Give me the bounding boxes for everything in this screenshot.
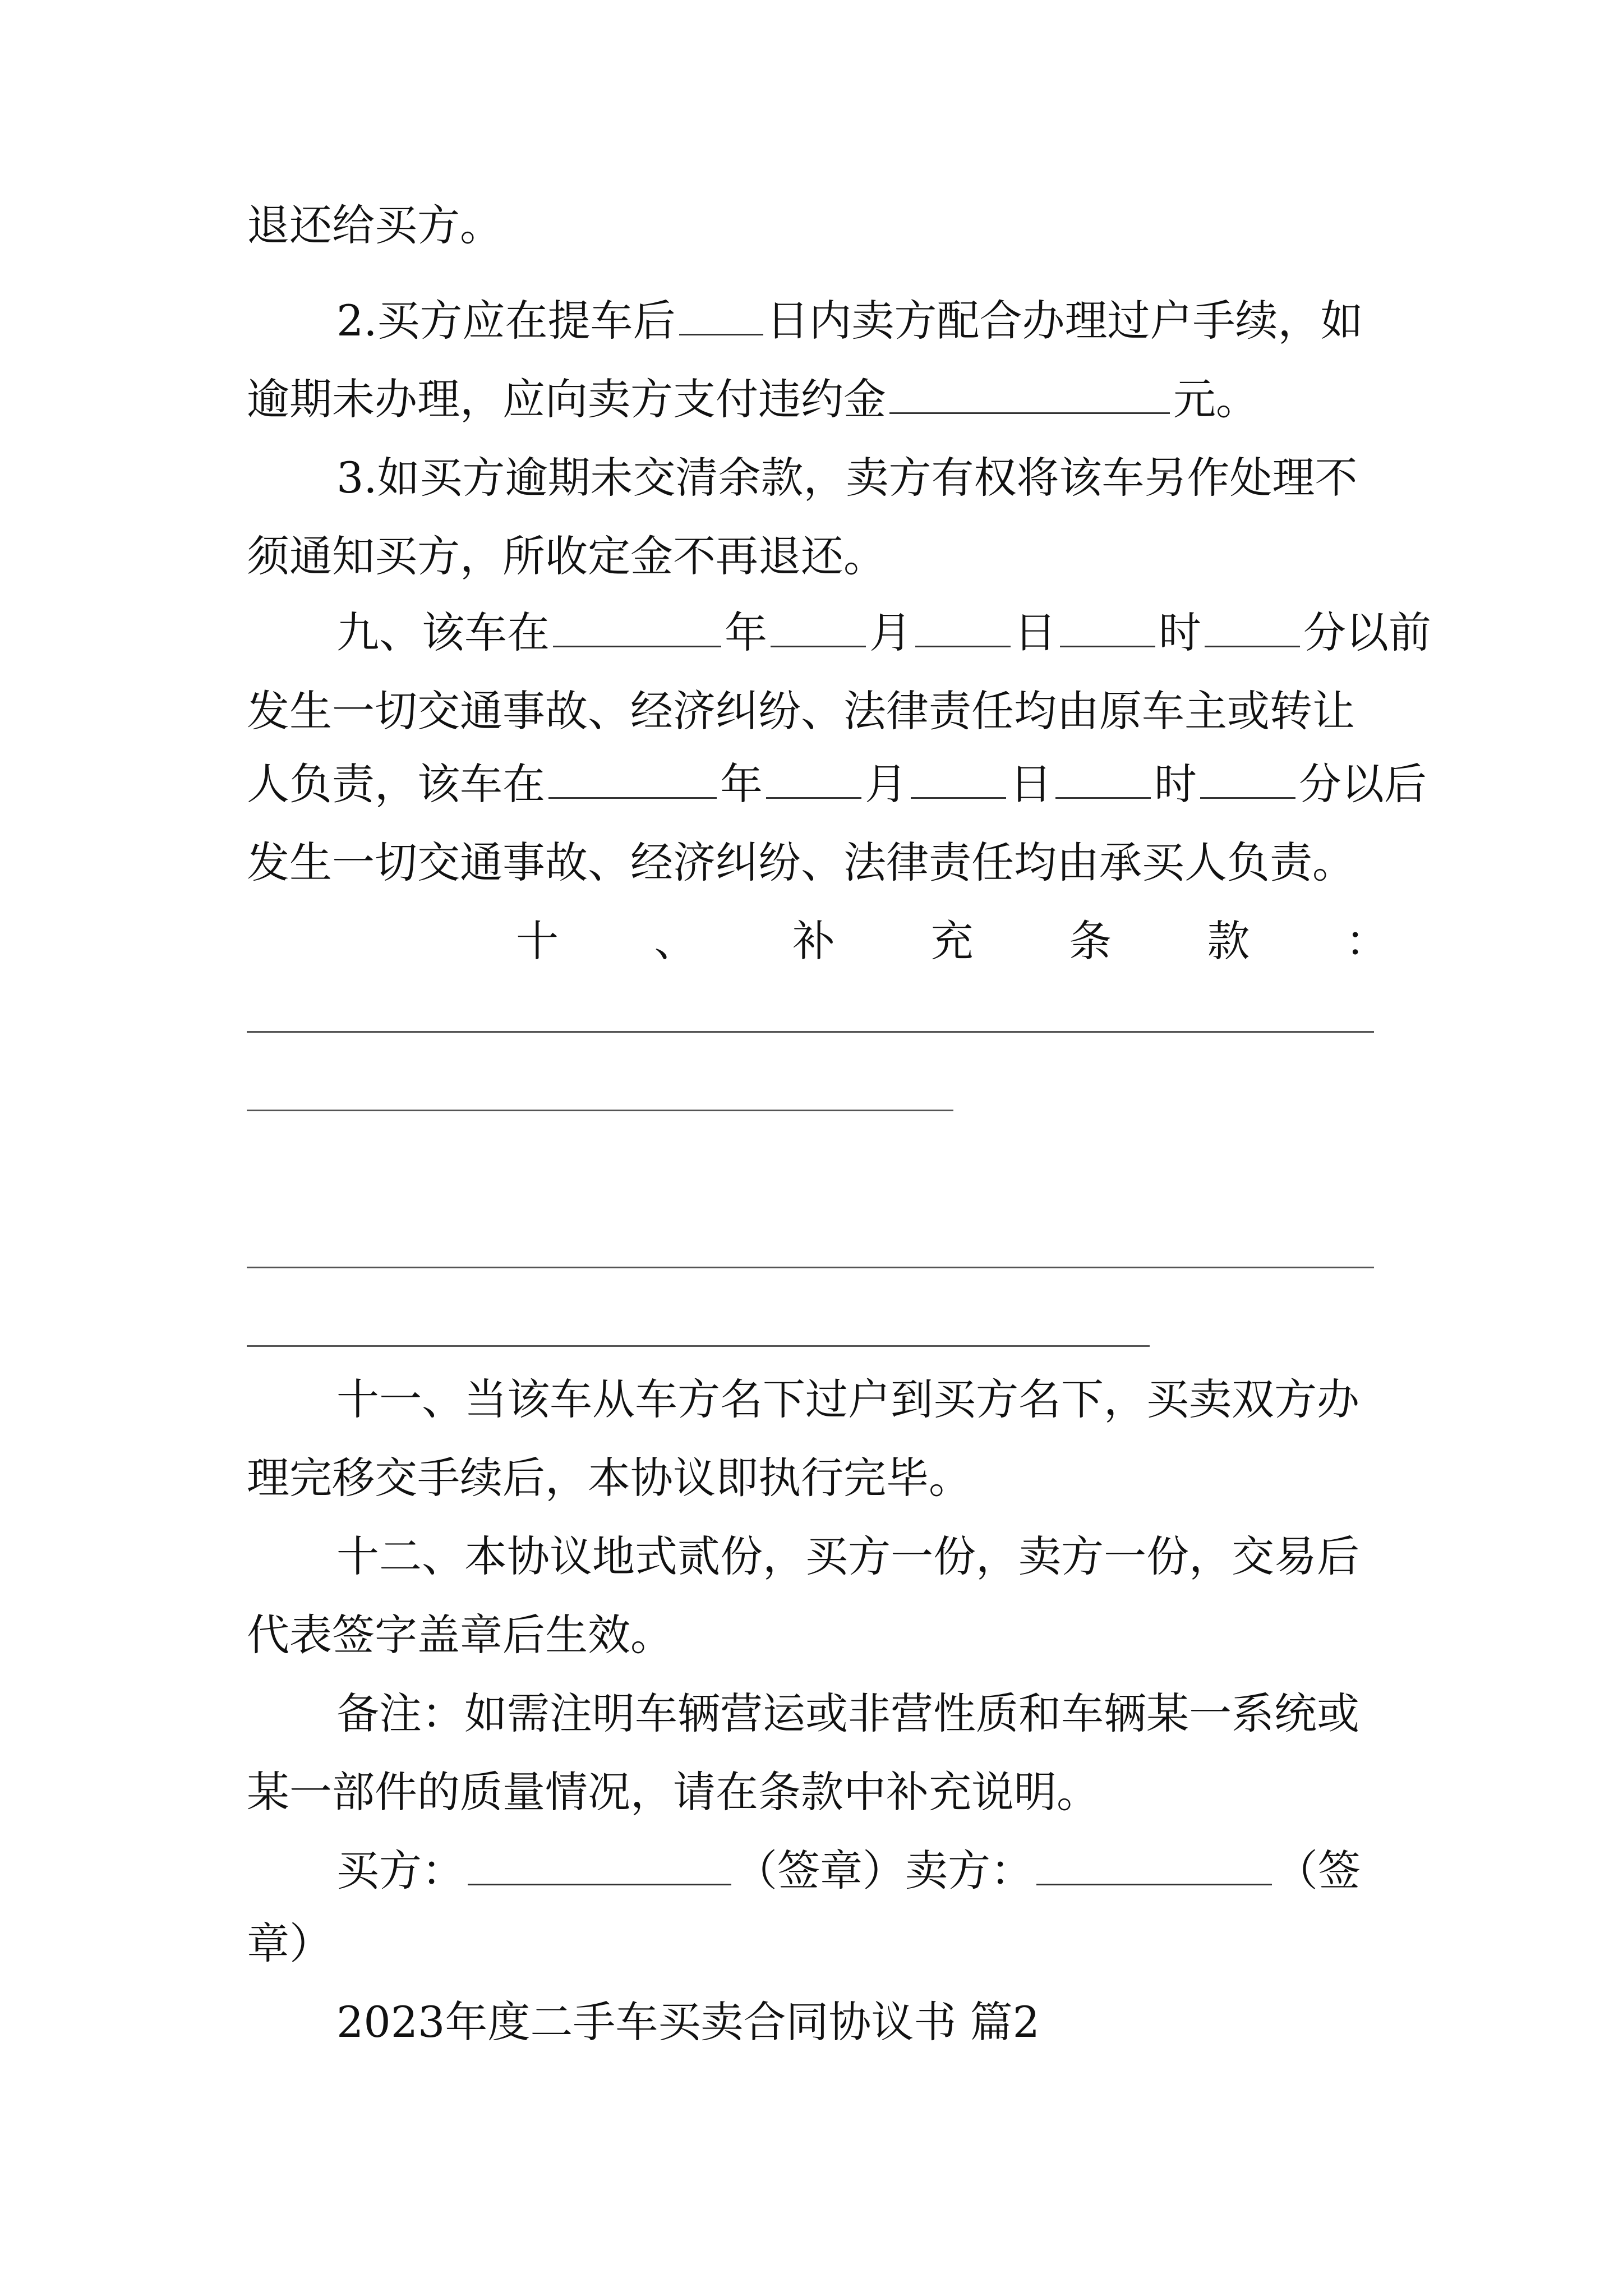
unit-day: 日 (1009, 759, 1052, 809)
text-line (247, 197, 502, 254)
heading-char: 十 (516, 916, 559, 966)
month-blank[interactable] (766, 763, 861, 799)
line-text: 退还给买方。 (247, 200, 502, 250)
text-line (336, 605, 1431, 661)
heading-char: ： (1345, 916, 1388, 966)
line-text: 2023年度二手车买卖合同协议书 篇2 (336, 1997, 1040, 2047)
minute-blank[interactable] (1205, 612, 1300, 647)
line-text: 须通知买方，所收定金不再退还。 (247, 531, 886, 581)
text-line (336, 1686, 1359, 1742)
line-text: 某一部件的质量情况，请在条款中补充说明。 (247, 1767, 1099, 1817)
heading-char: 、 (654, 916, 697, 966)
buyer-label: 买方： (336, 1846, 464, 1895)
line-text: 3.如买方逾期未交清余款，卖方有权将该车另作处理不 (336, 453, 1358, 503)
minute-blank[interactable] (1200, 763, 1295, 799)
year-blank[interactable] (548, 763, 717, 799)
text-line (336, 1529, 1359, 1585)
text-line (336, 293, 1363, 349)
seller-label: （签章）卖方： (735, 1846, 1033, 1895)
hour-blank[interactable] (1055, 763, 1151, 799)
unit-minute-before: 分以前 (1303, 608, 1431, 657)
line-text: 代表签字盖章后生效。 (247, 1610, 673, 1660)
line-text: 备注：如需注明车辆营运或非营性质和车辆某一系统或 (336, 1688, 1359, 1738)
seller-signature-blank[interactable] (1036, 1850, 1272, 1885)
line-text: 人负责，该车在 (247, 759, 545, 809)
line-text: 逾期未办理，应向卖方支付违约金 (247, 374, 886, 424)
heading-char: 补 (792, 916, 835, 966)
unit-minute-after: 分以后 (1299, 759, 1427, 809)
supplement-blank-line[interactable] (247, 1110, 953, 1111)
unit-year: 年 (725, 608, 767, 657)
heading-char: 款 (1207, 916, 1250, 966)
line-text: 发生一切交通事故、经济纠纷、法律责任均由承买人负责。 (247, 838, 1355, 887)
supplement-blank-line[interactable] (247, 1031, 1374, 1033)
line-text: 十一、当该车从车方名下过户到买方名下，买卖双方办 (336, 1374, 1359, 1424)
text-line (247, 683, 1355, 739)
text-line (247, 835, 1355, 891)
text-line (247, 1450, 971, 1506)
unit-month: 月 (865, 759, 907, 809)
line-text: 九、该车在 (336, 608, 550, 657)
section-title (336, 1994, 1040, 2050)
day-blank[interactable] (915, 612, 1011, 647)
unit-hour: 时 (1159, 608, 1201, 657)
signature-line (336, 1843, 1361, 1899)
text-line (247, 1607, 673, 1663)
supplement-blank-line[interactable] (247, 1267, 1374, 1268)
text-line (247, 1764, 1099, 1820)
supplement-heading (516, 913, 1388, 969)
line-text: 日内卖方配合办理过户手续，如 (766, 296, 1363, 346)
hour-blank[interactable] (1060, 612, 1155, 647)
heading-char: 充 (930, 916, 974, 966)
unit-month: 月 (869, 608, 912, 657)
unit-day: 日 (1014, 608, 1057, 657)
line-text: 元。 (1173, 374, 1258, 424)
day-blank[interactable] (911, 763, 1006, 799)
supplement-blank-line[interactable] (247, 1345, 1150, 1347)
line-text: 章） (247, 1918, 332, 1968)
unit-hour: 时 (1154, 759, 1197, 809)
text-line (336, 1372, 1359, 1428)
year-blank[interactable] (553, 612, 721, 647)
penalty-amount-blank[interactable] (889, 379, 1170, 414)
unit-year: 年 (720, 759, 763, 809)
line-text: 理完移交手续后，本协议即执行完毕。 (247, 1453, 971, 1503)
text-line (247, 756, 1427, 812)
text-line (247, 528, 886, 585)
line-text: 2.买方应在提车后 (336, 296, 676, 346)
text-line (247, 371, 1258, 427)
line-text: 十二、本协议地式贰份，买方一份，卖方一份，交易后 (336, 1531, 1359, 1581)
text-line (336, 450, 1358, 506)
seal-label: （签 (1275, 1846, 1361, 1895)
month-blank[interactable] (771, 612, 866, 647)
text-line (247, 1916, 332, 1972)
buyer-signature-blank[interactable] (468, 1850, 731, 1885)
fill-blank[interactable] (679, 300, 763, 335)
line-text: 发生一切交通事故、经济纠纷、法律责任均由原车主或转让 (247, 686, 1355, 736)
heading-char: 条 (1069, 916, 1112, 966)
